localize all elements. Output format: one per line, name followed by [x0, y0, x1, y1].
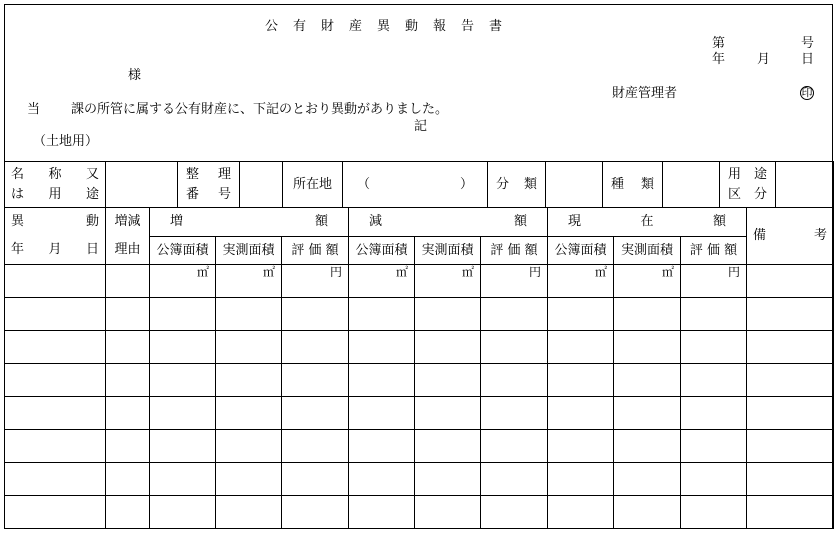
cell-cur-book[interactable]	[548, 364, 614, 397]
cell-cur-book[interactable]	[548, 430, 614, 463]
cell-note[interactable]	[747, 298, 834, 331]
cell-cur-val[interactable]	[681, 430, 747, 463]
cell-cur-book[interactable]	[548, 298, 614, 331]
table-row	[5, 364, 834, 397]
unit-yen: 円	[728, 265, 741, 279]
cell-inc-book[interactable]	[150, 265, 216, 298]
unit-sqm: ㎡	[594, 265, 607, 279]
unit-sqm: ㎡	[395, 265, 408, 279]
cell-date[interactable]	[5, 496, 106, 529]
cell-reason[interactable]	[106, 496, 150, 529]
name-label-cell: 名 称 又 は 用 途	[5, 162, 106, 208]
cell-inc-val[interactable]	[282, 463, 349, 496]
date-year: 年	[712, 52, 726, 67]
cell-cur-meas[interactable]	[614, 298, 681, 331]
cell-inc-book[interactable]	[150, 496, 216, 529]
cell-inc-val[interactable]	[282, 265, 349, 298]
cell-inc-meas[interactable]	[216, 364, 282, 397]
cell-cur-meas[interactable]	[614, 397, 681, 430]
zougen-header: 増減	[106, 208, 150, 237]
cell-cur-val[interactable]	[681, 496, 747, 529]
unit-yen: 円	[528, 265, 541, 279]
cell-cur-meas[interactable]	[614, 331, 681, 364]
unit-sqm: ㎡	[196, 265, 209, 279]
cell-cur-book[interactable]	[548, 265, 614, 298]
cell-inc-meas[interactable]	[216, 463, 282, 496]
seiri-value-field[interactable]	[240, 162, 283, 208]
change-table	[4, 207, 834, 529]
cur-book-area-header: 公簿面積	[548, 237, 614, 265]
cell-dec-meas[interactable]	[415, 364, 481, 397]
cell-inc-book[interactable]	[150, 298, 216, 331]
cell-cur-val[interactable]	[681, 364, 747, 397]
cell-reason[interactable]	[106, 331, 150, 364]
name-value-field[interactable]	[106, 162, 178, 208]
cell-cur-meas[interactable]	[614, 265, 681, 298]
cell-date[interactable]	[5, 265, 106, 298]
cell-cur-book[interactable]	[548, 331, 614, 364]
cell-dec-val[interactable]	[481, 430, 548, 463]
idou-header-top: 異 動	[5, 208, 106, 237]
ki-label: 記	[414, 119, 428, 134]
cell-dec-val[interactable]	[481, 364, 548, 397]
table-row	[5, 463, 834, 496]
cell-date[interactable]	[5, 331, 106, 364]
cell-dec-meas[interactable]	[415, 496, 481, 529]
cell-date[interactable]	[5, 298, 106, 331]
cell-cur-val[interactable]	[681, 463, 747, 496]
cell-cur-meas[interactable]	[614, 364, 681, 397]
cell-cur-book[interactable]	[548, 496, 614, 529]
cell-inc-meas[interactable]	[216, 331, 282, 364]
dec-measured-area-header: 実測面積	[415, 237, 481, 265]
cell-cur-val[interactable]	[681, 397, 747, 430]
bikou-header: 備 考	[747, 208, 834, 265]
manager-label: 財産管理者	[612, 86, 678, 101]
cell-inc-val[interactable]	[282, 496, 349, 529]
cell-dec-book[interactable]	[349, 496, 415, 529]
cell-note[interactable]	[747, 463, 834, 496]
table-row	[5, 397, 834, 430]
cell-note[interactable]	[747, 430, 834, 463]
cell-dec-book[interactable]	[349, 298, 415, 331]
table-row	[5, 430, 834, 463]
location-label: 所在地	[283, 162, 343, 208]
increase-group-header: 増 額	[150, 208, 349, 237]
cell-dec-book[interactable]	[349, 397, 415, 430]
cell-note[interactable]	[747, 364, 834, 397]
cell-date[interactable]	[5, 364, 106, 397]
cell-dec-val[interactable]	[481, 331, 548, 364]
bunrui-label-cell: 分 類	[488, 162, 546, 208]
shurui-label-cell: 種 類	[603, 162, 663, 208]
cell-note[interactable]	[747, 265, 834, 298]
cell-cur-val[interactable]	[681, 265, 747, 298]
cell-inc-val[interactable]	[282, 397, 349, 430]
cell-inc-book[interactable]	[150, 430, 216, 463]
table-row	[5, 496, 834, 529]
cell-dec-book[interactable]	[349, 265, 415, 298]
cell-inc-val[interactable]	[282, 364, 349, 397]
cell-dec-book[interactable]	[349, 463, 415, 496]
form-title: 公 有 財 産 異 動 報 告 書	[265, 19, 504, 34]
cell-dec-book[interactable]	[349, 430, 415, 463]
cell-reason[interactable]	[106, 364, 150, 397]
cell-reason[interactable]	[106, 397, 150, 430]
table-row	[5, 265, 834, 298]
cell-reason[interactable]	[106, 430, 150, 463]
cell-date[interactable]	[5, 430, 106, 463]
cell-dec-meas[interactable]	[415, 397, 481, 430]
cell-dec-meas[interactable]	[415, 430, 481, 463]
seiri-label-cell: 整 理 番 号	[178, 162, 240, 208]
unit-sqm: ㎡	[262, 265, 275, 279]
table-row	[5, 331, 834, 364]
doc-no-dai: 第	[712, 36, 726, 51]
cell-dec-meas[interactable]	[415, 331, 481, 364]
cell-inc-book[interactable]	[150, 364, 216, 397]
notice-tou: 当	[27, 102, 41, 117]
doc-no-go: 号	[801, 36, 815, 51]
table-row	[5, 298, 834, 331]
notice-body: 課の所管に属する公有財産に、下記のとおり異動がありました。	[71, 102, 449, 117]
seal-mark: 印	[801, 86, 813, 99]
cell-dec-meas[interactable]	[415, 265, 481, 298]
unit-sqm: ㎡	[661, 265, 674, 279]
current-group-header: 現 在 額	[548, 208, 747, 237]
cell-inc-val[interactable]	[282, 331, 349, 364]
cell-inc-meas[interactable]	[216, 496, 282, 529]
cell-cur-meas[interactable]	[614, 430, 681, 463]
cell-dec-val[interactable]	[481, 463, 548, 496]
cell-cur-meas[interactable]	[614, 496, 681, 529]
unit-yen: 円	[329, 265, 342, 279]
riyuu-header: 理由	[106, 237, 150, 265]
cell-cur-meas[interactable]	[614, 463, 681, 496]
cell-inc-book[interactable]	[150, 463, 216, 496]
inc-book-area-header: 公簿面積	[150, 237, 216, 265]
cell-inc-val[interactable]	[282, 298, 349, 331]
cell-date[interactable]	[5, 463, 106, 496]
bunrui-value-field[interactable]	[546, 162, 603, 208]
inc-measured-area-header: 実測面積	[216, 237, 282, 265]
date-month: 月	[757, 52, 771, 67]
cell-dec-book[interactable]	[349, 331, 415, 364]
cell-dec-val[interactable]	[481, 496, 548, 529]
cell-inc-book[interactable]	[150, 397, 216, 430]
cell-inc-book[interactable]	[150, 331, 216, 364]
table-body	[5, 265, 834, 529]
land-label: （土地用）	[33, 134, 99, 149]
shurui-value-field[interactable]	[663, 162, 720, 208]
idou-header-bottom: 年 月 日	[5, 237, 106, 265]
decrease-group-header: 減 額	[349, 208, 548, 237]
cell-inc-meas[interactable]	[216, 298, 282, 331]
inc-valuation-header: 評 価 額	[282, 237, 349, 265]
cell-date[interactable]	[5, 397, 106, 430]
cell-reason[interactable]	[106, 265, 150, 298]
dec-valuation-header: 評 価 額	[481, 237, 548, 265]
cell-note[interactable]	[747, 397, 834, 430]
info-table	[4, 161, 834, 208]
cell-note[interactable]	[747, 331, 834, 364]
cell-cur-book[interactable]	[548, 463, 614, 496]
youto-label-cell: 用 途 区 分	[720, 162, 776, 208]
cell-cur-book[interactable]	[548, 397, 614, 430]
cur-measured-area-header: 実測面積	[614, 237, 681, 265]
cell-dec-val[interactable]	[481, 397, 548, 430]
cell-dec-meas[interactable]	[415, 298, 481, 331]
dec-book-area-header: 公簿面積	[349, 237, 415, 265]
cell-inc-meas[interactable]	[216, 430, 282, 463]
cell-inc-val[interactable]	[282, 430, 349, 463]
cell-dec-meas[interactable]	[415, 463, 481, 496]
unit-sqm: ㎡	[461, 265, 474, 279]
cell-reason[interactable]	[106, 298, 150, 331]
cell-inc-meas[interactable]	[216, 265, 282, 298]
cell-dec-val[interactable]	[481, 265, 548, 298]
cell-inc-meas[interactable]	[216, 397, 282, 430]
location-value-field[interactable]: （ ）	[343, 162, 488, 208]
cur-valuation-header: 評 価 額	[681, 237, 747, 265]
date-day: 日	[801, 52, 815, 67]
cell-cur-val[interactable]	[681, 298, 747, 331]
cell-dec-val[interactable]	[481, 298, 548, 331]
cell-note[interactable]	[747, 496, 834, 529]
addressee-sama: 様	[128, 68, 142, 83]
youto-value-field[interactable]	[776, 162, 834, 208]
cell-cur-val[interactable]	[681, 331, 747, 364]
cell-reason[interactable]	[106, 463, 150, 496]
cell-dec-book[interactable]	[349, 364, 415, 397]
